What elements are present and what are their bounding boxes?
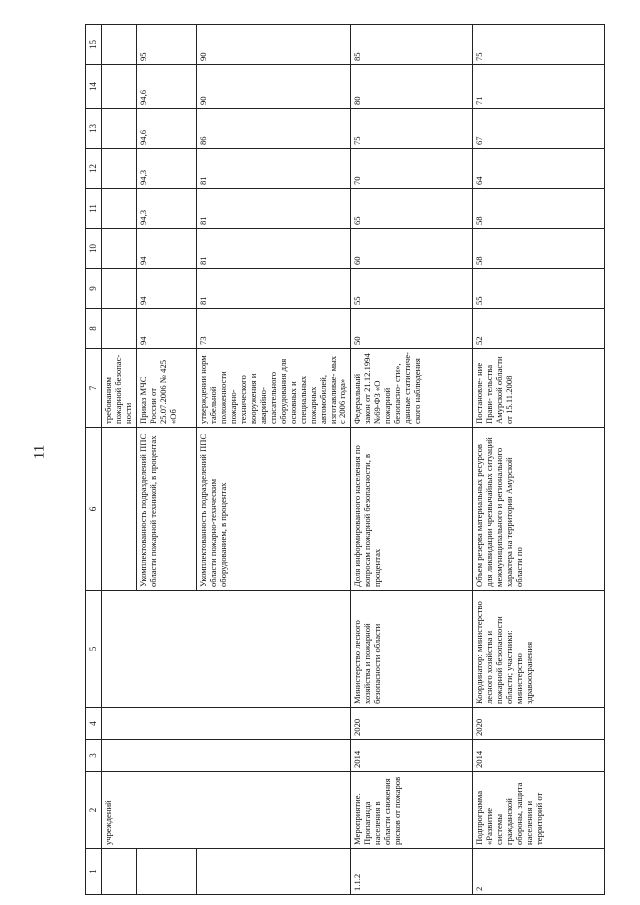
table-frame [85,25,605,895]
end-year: 2020 [473,708,605,740]
indicator-name: Доля информированного населения по вопросам пожарной безопасности, в процентах [351,428,473,591]
executor: Министерство лесного хозяйства и пожарной безопасности области [351,591,473,708]
value-cell: 94,3 [136,189,196,229]
value-cell: 70 [351,149,473,189]
start-year: 2014 [351,740,473,772]
header-cell: 10 [86,229,102,269]
value-cell: 94 [136,269,196,309]
row-number: 1.1.2 [351,849,473,895]
value-cell: 58 [473,189,605,229]
continuation-row [102,25,137,895]
indicator-basis: Приказ МЧС России от 25.07.2006 № 425 «Об [136,349,196,428]
indicator-name: Объем резерва материальных ресурсов для ликвидации чрезвычайных ситуаций межмуниципального и регионального характера на территории Амурской области по [473,428,605,591]
indicator-basis: утверждении норм табельной положенности пожарно- технического вооружения и аварийно- спасательного оборудования для основных и специальных пожарных автомобилей, изготавливае- мых с 2006 года» [196,349,351,428]
header-cell: 8 [86,309,102,349]
value-cell: 85 [351,25,473,65]
indicator-name: Укомплектованность подразделений ППС области пожарной техникой, в процентах [136,428,196,591]
value-cell: 65 [351,189,473,229]
indicator-basis: Федеральный закон от 21.12.1994 №69-ФЗ «О пожарной безопасно- сти», данные статистиче- ского наблюдения [351,349,473,428]
value-cell: 67 [473,109,605,149]
value-cell: 95 [136,25,196,65]
header-cell: 2 [86,772,102,849]
header-cell: 4 [86,708,102,740]
header-row [86,25,102,895]
value-cell: 94 [136,309,196,349]
value-cell: 80 [351,65,473,109]
value-cell: 52 [473,309,605,349]
value-cell: 58 [473,229,605,269]
value-cell: 94,6 [136,109,196,149]
value-cell: 55 [473,269,605,309]
value-cell: 55 [351,269,473,309]
value-cell: 90 [196,65,351,109]
continuation-name: учреждений [102,772,351,849]
subprogram-name: Подпрограмма «Развитие системы гражданской обороны, защита населения и территорий от [473,772,605,849]
activity-name: Мероприятие. Пропаганда населения в области снижения рисков от пожаров [351,772,473,849]
header-cell: 1 [86,849,102,895]
row-number: 2 [473,849,605,895]
header-cell: 15 [86,25,102,65]
value-cell: 50 [351,309,473,349]
header-cell: 3 [86,740,102,772]
value-cell: 94 [136,229,196,269]
header-cell: 12 [86,149,102,189]
value-cell: 75 [473,25,605,65]
header-cell: 13 [86,109,102,149]
page-number: 11 [31,444,48,460]
header-cell: 5 [86,591,102,708]
indicator-basis: Постановле- ние Прави- тельства Амурской области от 15.11.2008 [473,349,605,428]
header-cell: 7 [86,349,102,428]
indicator-name: Укомплектованность подразделений ППС области пожарно-технческим оборудованием, в процентах [196,428,351,591]
header-cell: 14 [86,65,102,109]
value-cell: 94,3 [136,149,196,189]
header-cell: 9 [86,269,102,309]
value-cell: 94,6 [136,65,196,109]
header-cell: 6 [86,428,102,591]
end-year: 2020 [351,708,473,740]
continuation-basis: требованиям пожарной безопас- ности [102,349,137,428]
value-cell: 81 [196,269,351,309]
value-cell: 81 [196,149,351,189]
value-cell: 75 [351,109,473,149]
value-cell: 73 [196,309,351,349]
rotated-table [85,25,605,895]
header-cell: 11 [86,189,102,229]
value-cell: 81 [196,189,351,229]
coordinator: Координатор: министерство лесного хозяйства и пожарной безопасности области; участники: министерство здравоохранения [473,591,605,708]
value-cell: 71 [473,65,605,109]
value-cell: 86 [196,109,351,149]
value-cell: 60 [351,229,473,269]
subprogram-row-2 [473,25,605,895]
value-cell: 64 [473,149,605,189]
value-cell: 90 [196,25,351,65]
activity-row-1-1-2 [351,25,473,895]
value-cell: 81 [196,229,351,269]
program-indicators-table [85,24,605,895]
start-year: 2014 [473,740,605,772]
